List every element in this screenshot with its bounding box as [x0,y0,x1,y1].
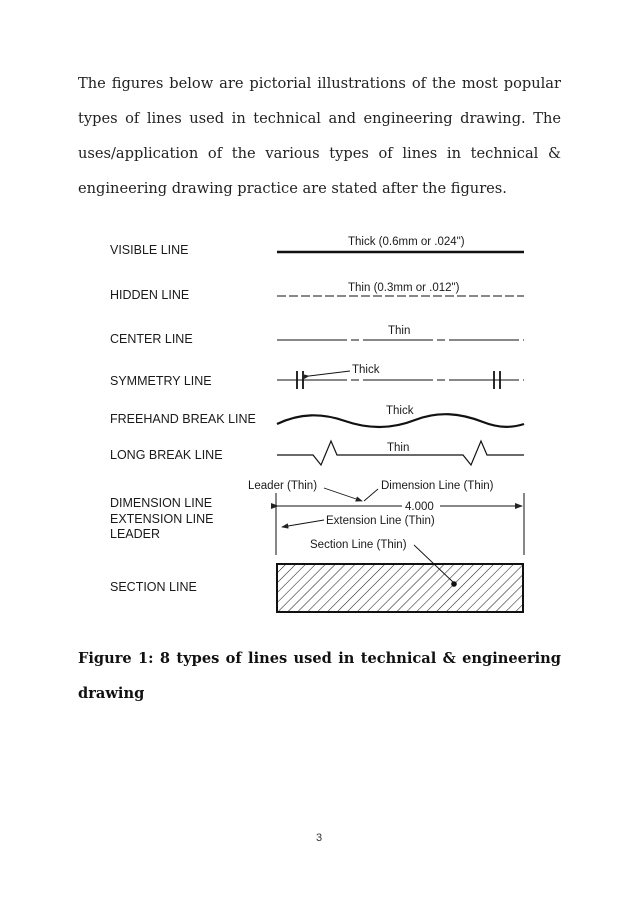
line-types-figure [100,225,540,625]
label-freehand-break-line: FREEHAND BREAK LINE [110,412,256,426]
center-line-note: Thin [388,325,411,337]
dimension-line-note: Dimension Line (Thin) [381,480,494,492]
freehand-line-note: Thick [386,405,414,417]
caption-line: Figure 1: 8 types of lines used in technical & engineering [78,650,561,667]
section-line-sample [277,564,523,612]
intro-line: uses/application of the various types of lines in technical & [78,145,561,162]
intro-line: The figures below are pictorial illustrations of the most popular [78,75,561,92]
label-symmetry-line: SYMMETRY LINE [110,374,212,388]
intro-line: engineering drawing practice are stated after the figures. [78,180,507,197]
section-line-note: Section Line (Thin) [310,539,407,551]
page-number: 3 [315,832,323,844]
line-types-diagram [100,225,540,625]
intro-line: types of lines used in technical and engineering drawing. The [78,110,561,127]
label-section-line: SECTION LINE [110,580,197,594]
intro-paragraph [78,66,561,206]
symmetry-line-sample [277,371,524,389]
label-dimension-line: DIMENSION LINE [110,496,213,510]
section-leader-dot [451,581,457,587]
figure-caption [78,641,561,711]
label-leader: LEADER [110,527,161,541]
label-center-line: CENTER LINE [110,332,193,346]
symmetry-line-note: Thick [352,364,380,376]
label-long-break-line: LONG BREAK LINE [110,448,223,462]
visible-line-note: Thick (0.6mm or .024") [348,236,465,248]
hidden-line-note: Thin (0.3mm or .012") [348,282,460,294]
label-hidden-line: HIDDEN LINE [110,288,190,302]
long-break-line-note: Thin [387,442,410,454]
leader-note: Leader (Thin) [248,480,318,492]
extension-line-note: Extension Line (Thin) [326,515,435,527]
label-visible-line: VISIBLE LINE [110,243,189,257]
caption-line: drawing [78,685,145,702]
label-extension-line: EXTENSION LINE [110,512,214,526]
dimension-value: 4.000 [405,501,434,513]
